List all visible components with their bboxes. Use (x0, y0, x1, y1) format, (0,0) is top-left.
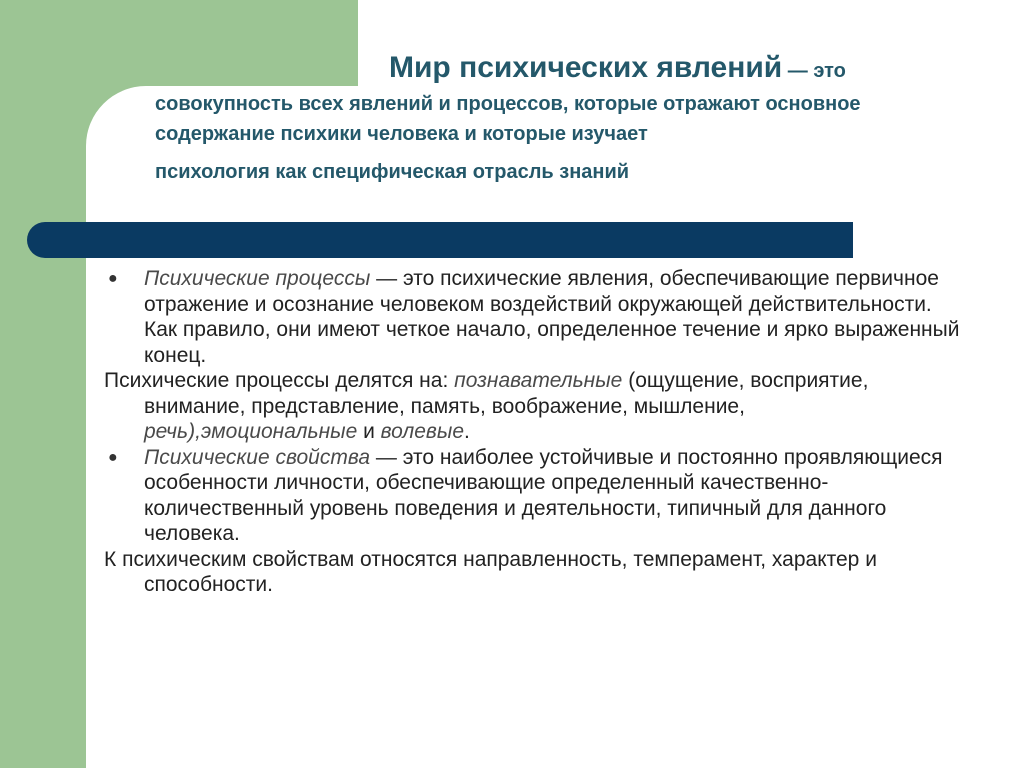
bullet-dot-icon: ● (108, 448, 118, 466)
title-line-2: совокупность всех явлений и процессов, которые отражают основное содержание психики человека и которые изучает (155, 93, 861, 145)
divider-bar (27, 222, 853, 258)
slide-body (104, 266, 964, 598)
left-green-band (0, 0, 86, 768)
bullet-term: Психические процессы (144, 267, 371, 290)
bullet-dot-icon: ● (108, 270, 118, 287)
slide-title (155, 50, 975, 187)
paragraph-property-types: К психическим свойствам относятся направленность, темперамент, характер и способности. (104, 547, 877, 596)
bullet-text: — это психические явления, обеспечивающие первичное отражение и осознание человеком воздействий окружающей действительности. Как правило, они имеют четкое начало, определенное течение и ярко выраженный конец. (144, 267, 960, 367)
para-text: и (357, 420, 381, 443)
title-line-3: психология как специфическая отрасль знаний (155, 161, 630, 183)
para-text: (ощущение, восприятие, внимание, представление, память, воображение, мышление, (144, 369, 869, 418)
para-italic: познавательные (454, 369, 623, 392)
para-text: Психические процессы делятся на: (104, 369, 455, 392)
title-line-1 (389, 50, 975, 89)
paragraph-process-types (104, 368, 964, 445)
para-text: . (464, 420, 470, 443)
para-italic: волевые (380, 420, 465, 443)
title-term: Мир психических явлений (389, 51, 783, 84)
bullet-text: — это наиболее устойчивые и постоянно проявляющиеся особенности личности, обеспечивающие определенный качественно-количественный уровень поведения и деятельности, типичный для данного человека. (144, 445, 943, 545)
para-italic: речь),эмоциональные (144, 420, 358, 443)
bullet-term: Психические свойства (144, 445, 371, 469)
bullet-item-processes (104, 266, 964, 368)
bullet-item-properties (104, 445, 964, 547)
title-suffix: — это (782, 60, 846, 82)
